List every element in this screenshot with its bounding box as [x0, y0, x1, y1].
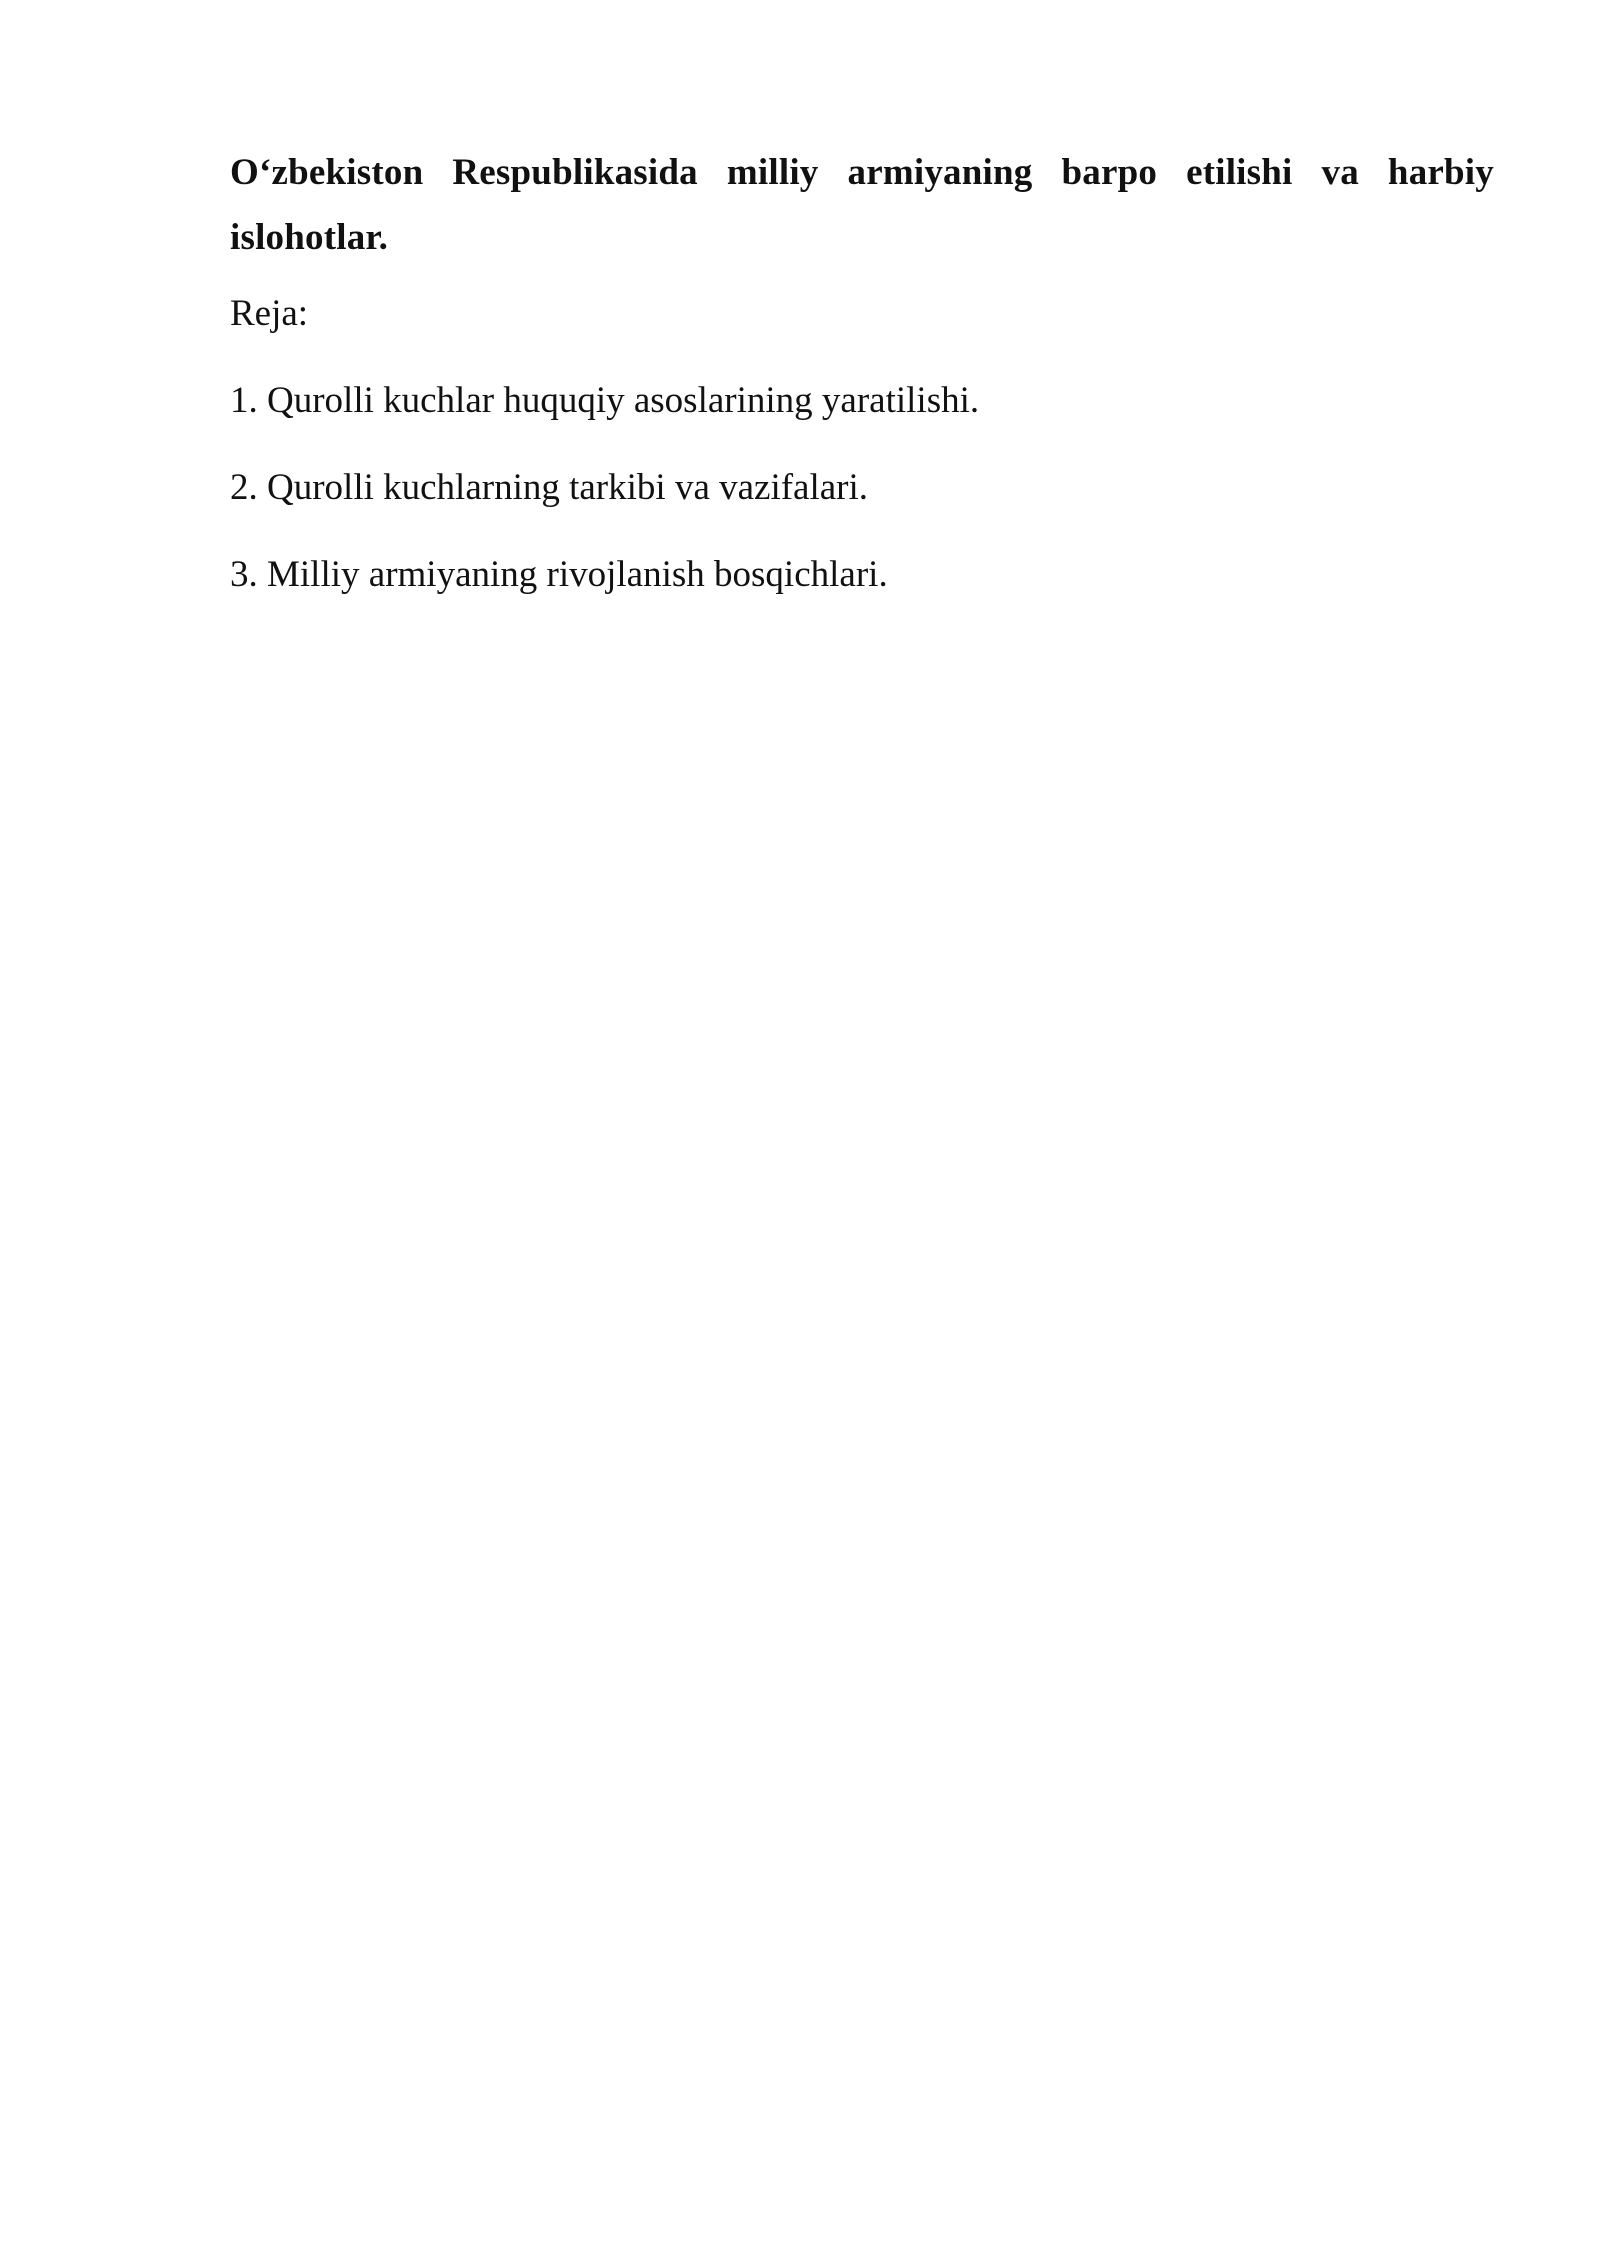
plan-item-2: 2. Qurolli kuchlarning tarkibi va vazifalari. [230, 467, 869, 508]
plan-item-3: 3. Milliy armiyaning rivojlanish bosqichlari. [230, 554, 888, 595]
document-title: O‘zbekiston Respublikasida milliy armiyaning barpo etilishi va harbiy islohotlar. [230, 152, 1494, 258]
plan-list [230, 379, 1494, 597]
document-body [230, 140, 1494, 597]
plan-heading: Reja: [230, 293, 309, 334]
plan-item-1: 1. Qurolli kuchlar huquqiy asoslarining yaratilishi. [230, 380, 980, 421]
